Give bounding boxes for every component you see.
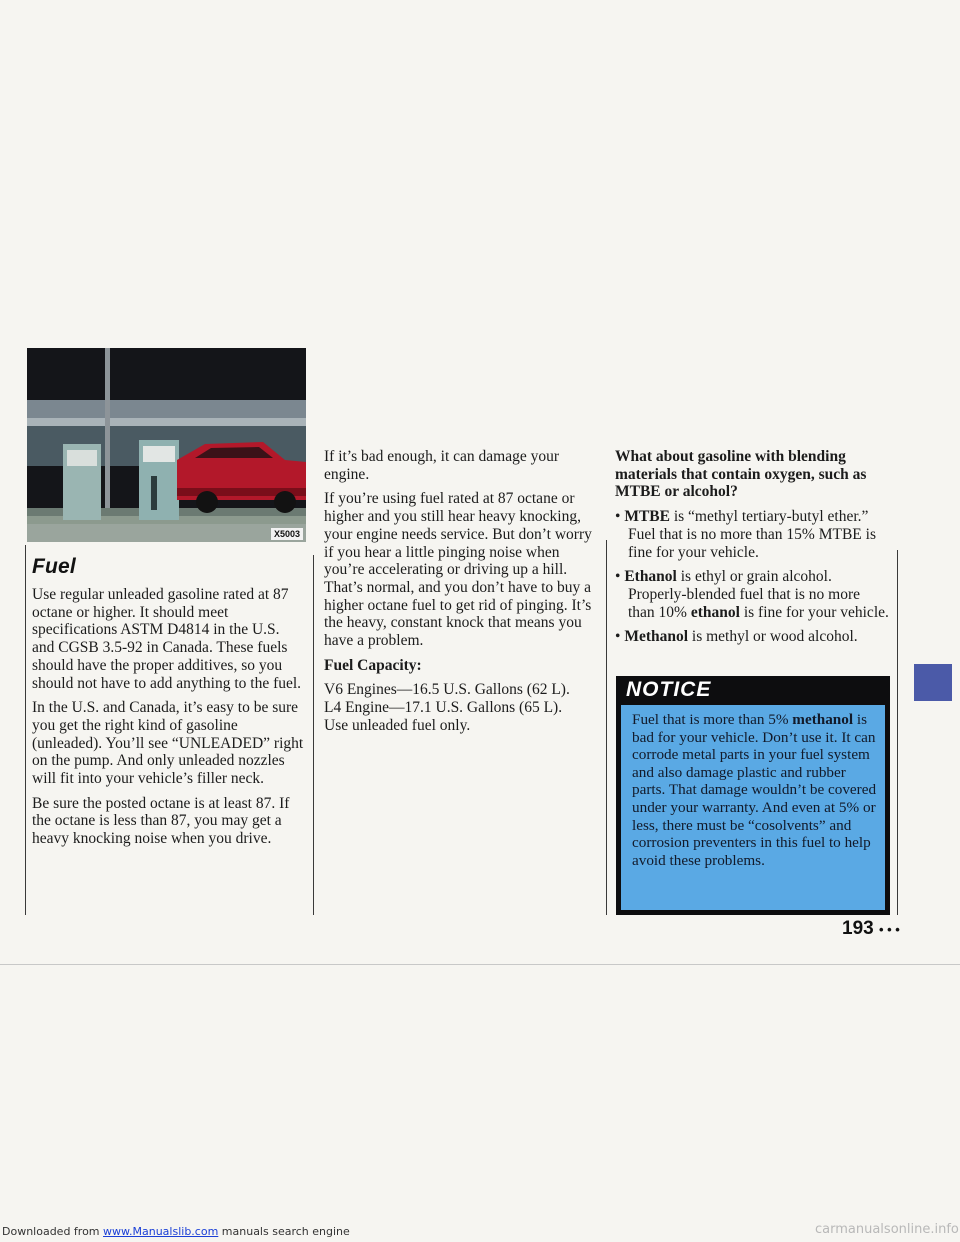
column-rule-far-right xyxy=(897,550,898,915)
term-methanol: Methanol xyxy=(624,628,689,646)
paragraph: If you’re using fuel rated at 87 octane or higher and you still hear heavy knocking, your engine needs service. But don’t worry if you hear a little pinging noise when you’re accelerating or driving up a hill. That’s normal, and you don’t have to buy a higher octane fuel to get rid of pinging. It’s the heavy, constant knock that means you have a problem. xyxy=(324,490,592,650)
manualslib-link[interactable]: www.Manualslib.com xyxy=(103,1225,219,1238)
definition-ethanol-a: is ethyl or grain alcohol. Properly-blended fuel that is no more than 10% xyxy=(628,568,861,621)
column-rule-right xyxy=(606,540,607,915)
fuel-capacity-heading: Fuel Capacity: xyxy=(324,656,422,674)
paragraph: If it’s bad enough, it can damage your engine. xyxy=(324,448,560,483)
notice-text: is bad for your vehicle. Don’t use it. It can corrode metal parts in your fuel system and also damage plastic and rubber parts. That damage wouldn’t be covered under your warranty. And even at 5% or less, there must be “cosolvents” and corrosion preventers in this fuel to help avoid these problems. xyxy=(632,711,877,869)
column-three xyxy=(615,448,890,646)
paragraph: In the U.S. and Canada, it’s easy to be sure you get the right kind of gasoline (unleaded). You’ll see “UNLEADED” right on the pump. And only unleaded nozzles will fit into your vehicle’s filler neck. xyxy=(32,699,304,788)
page-number-dots: • • • xyxy=(878,922,900,937)
term-mtbe: MTBE xyxy=(624,508,670,526)
footer-rule xyxy=(0,964,960,965)
notice-header: NOTICE xyxy=(626,678,712,701)
term-ethanol: Ethanol xyxy=(624,568,677,586)
photo-code-label: X5003 xyxy=(271,528,303,540)
watermark-prefix: Downloaded from xyxy=(2,1225,104,1238)
definition-methanol: is methyl or wood alcohol. xyxy=(688,628,858,646)
unleaded-only-note: Use unleaded fuel only. xyxy=(324,716,471,734)
paragraph: Use regular unleaded gasoline rated at 87 octane or higher. It should meet specifications ASTM D4814 in the U.S. and CGSB 3.5-92 in Canada. These fuels should have the proper additives, so you should not have to add anything to the fuel. xyxy=(32,586,302,692)
section-title: Fuel xyxy=(32,555,76,578)
notice-lead: Fuel that is more than 5% xyxy=(632,711,793,728)
page-number xyxy=(842,918,900,940)
section-tab-marker xyxy=(914,664,952,701)
definition-mtbe: is “methyl tertiary-butyl ether.” Fuel that is no more than 15% MTBE is fine for your vehicle. xyxy=(628,508,876,561)
list-item-ethanol: • Ethanol is ethyl or grain alcohol. Properly-blended fuel that is no more than 10% ethanol is fine for your vehicle. xyxy=(615,568,889,621)
fuel-station-photo xyxy=(27,348,306,542)
download-watermark xyxy=(2,1225,350,1238)
notice-term: methanol xyxy=(792,711,854,728)
page-number-value: 193 xyxy=(842,918,874,939)
site-watermark: carmanualsonline.info xyxy=(815,1222,959,1237)
column-rule-center xyxy=(313,555,314,915)
fuel-station-illustration xyxy=(27,348,306,542)
paragraph: Be sure the posted octane is at least 87. If the octane is less than 87, you may get a heavy knocking noise when you drive. xyxy=(32,794,290,848)
list-item-methanol: • Methanol is methyl or wood alcohol. xyxy=(615,628,858,646)
capacity-v6: V6 Engines—16.5 U.S. Gallons (62 L). xyxy=(324,681,570,699)
capacity-l4: L4 Engine—17.1 U.S. Gallons (65 L). xyxy=(324,699,563,717)
term-ethanol-inline: ethanol xyxy=(690,603,740,621)
notice-body xyxy=(621,705,885,910)
list-item-mtbe: • MTBE is “methyl tertiary-butyl ether.” Fuel that is no more than 15% MTBE is fine for your vehicle. xyxy=(615,508,876,561)
question-heading: What about gasoline with blending materials that contain oxygen, such as MTBE or alcohol? xyxy=(615,448,867,501)
column-rule-left xyxy=(25,545,26,915)
capacity-group xyxy=(324,681,600,734)
column-two xyxy=(324,448,600,735)
column-one xyxy=(32,586,304,848)
notice-box xyxy=(616,676,890,915)
watermark-suffix: manuals search engine xyxy=(218,1225,350,1238)
definition-ethanol-b: is fine for your vehicle. xyxy=(739,603,889,621)
